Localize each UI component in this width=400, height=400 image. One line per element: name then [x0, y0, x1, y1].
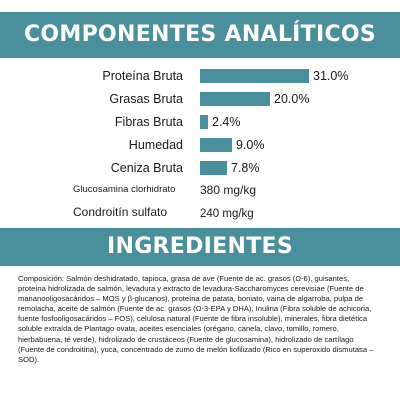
bar [200, 138, 232, 152]
category-label: Proteína Bruta [102, 69, 183, 83]
chondroitin-label: Condroitín sulfato [73, 205, 168, 219]
value-label: 7.8% [231, 161, 260, 175]
category-label: Grasas Bruta [109, 92, 183, 106]
chart-row [0, 159, 400, 177]
chart-row [0, 67, 400, 85]
chart-row [0, 136, 400, 154]
value-label: 2.4% [212, 115, 241, 129]
value-label: 31.0% [313, 69, 349, 83]
ingredients-title: INGREDIENTES [107, 234, 293, 259]
chart-row [0, 90, 400, 108]
ingredients-text: Composición: Salmón deshidratado, tapioca, grasa de ave (Fuente de ac. grasos (Ω-6), guisantes, proteína hidrolizada de salmón, levadura y extracto de levadura-Saccharomyces cerevisiae (Fuente de mananooligosacáridos – MOS y β-glucanos), proteína de patata, boniato, vaina de algarroba, pulpa de remolacha, aceite de salmón (Fuente de ac. grasos (Ω-3-EPA y DHA), Inulina (Fibra soluble de achicoria, fuente fosfooligosacáridos – FOS), celulosa natural (Fuente de fibra insoluble), minerales, fibra dietética soluble extraída de Plantago ovata, aceites esenciales (orégano, canela, clavo, tomillo, romero, hierbabuena, té verde), hidrolizado de crustáceos (Fuente de glucosamina), hidrolizado de cartílago (Fuente de condroitina), yuca, concentrado de zumo de melón liofilizado (Rico en superoxido dismutasa – SOD). [18, 274, 374, 364]
chondroitin-value: 240 mg/kg [200, 208, 254, 220]
category-label: Ceniza Bruta [110, 161, 183, 175]
glucosamine-label: Glucosamina clorhidrato [73, 184, 176, 195]
glucosamine-value: 380 mg/kg [200, 183, 257, 197]
bar [200, 115, 208, 129]
analytical-components-banner [0, 12, 400, 58]
value-label: 20.0% [274, 92, 310, 106]
bar [200, 69, 309, 83]
analytical-components-title: COMPONENTES ANALÍTICOS [23, 22, 377, 47]
category-label: Humedad [128, 138, 183, 152]
bar [200, 161, 227, 175]
bar [200, 92, 270, 106]
category-label: Fibras Bruta [114, 115, 183, 129]
value-label: 9.0% [236, 138, 265, 152]
chart-row [0, 113, 400, 131]
ingredients-banner [0, 228, 400, 266]
